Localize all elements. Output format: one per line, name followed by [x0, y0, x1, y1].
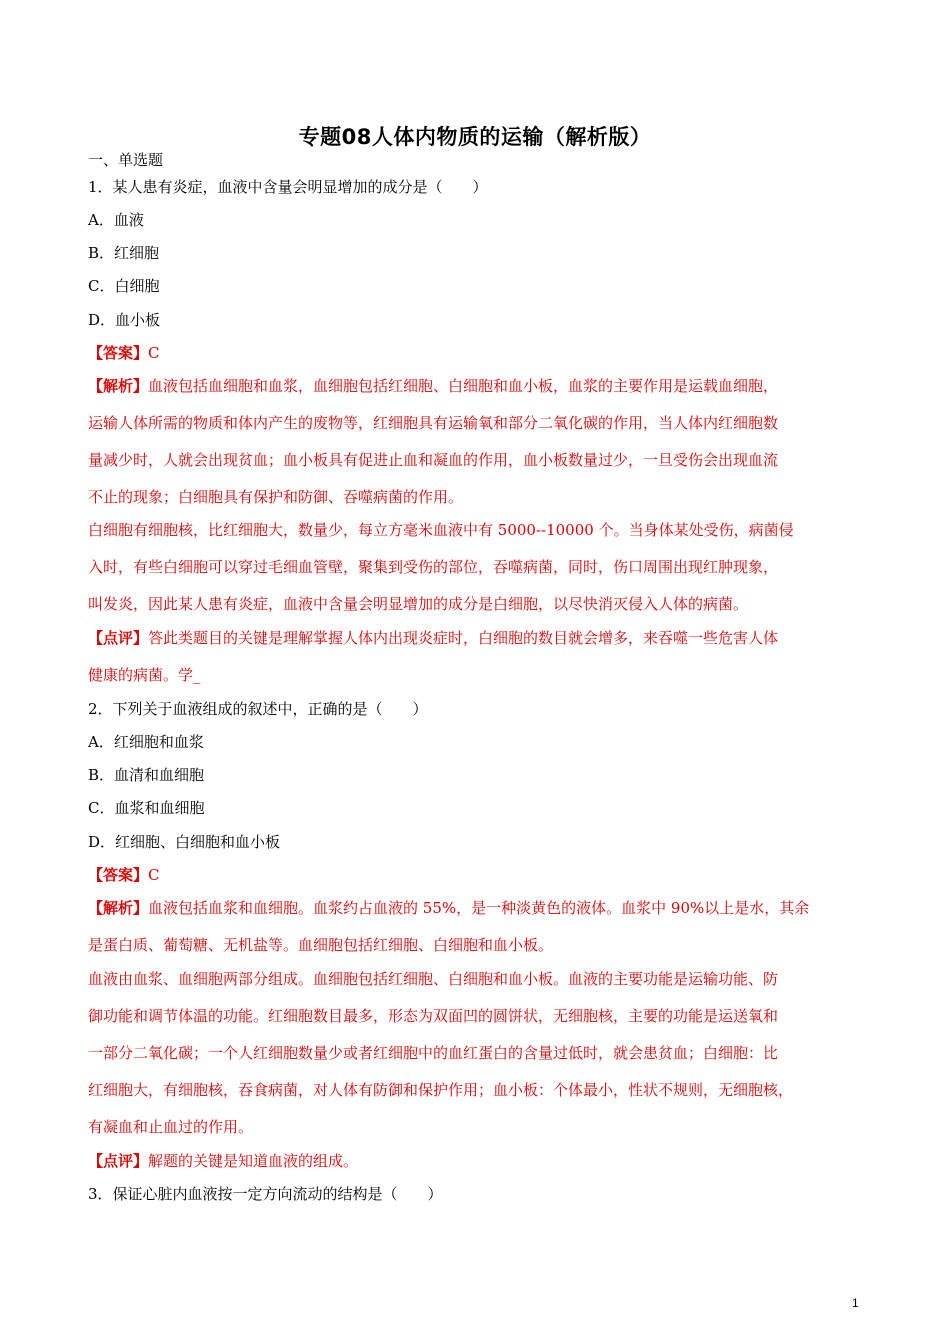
- comment-tag: 【点评】: [88, 629, 149, 647]
- question-1-option-a: A．血液: [88, 211, 144, 229]
- analysis-line: 不止的现象；白细胞具有保护和防御、吞噬病菌的作用。: [88, 488, 464, 506]
- analysis-line: 是蛋白质、葡萄糖、无机盐等。血细胞包括红细胞、白细胞和血小板。: [88, 936, 554, 954]
- analysis-line: 血液由血浆、血细胞两部分组成。血细胞包括红细胞、白细胞和血小板。血液的主要功能是运输功能、防: [88, 970, 779, 988]
- question-1-stem: 1．某人患有炎症，血液中含量会明显增加的成分是（ ）: [88, 178, 488, 196]
- answer-value: C: [148, 344, 160, 362]
- analysis-line: 一部分二氧化碳；一个人红细胞数量少或者红细胞中的血红蛋白的含量过低时，就会患贫血；白细胞：比: [88, 1044, 779, 1062]
- question-1-comment: [88, 628, 778, 648]
- question-2-comment: [88, 1151, 358, 1171]
- analysis-line: 入时，有些白细胞可以穿过毛细血管壁，聚集到受伤的部位，吞噬病菌，同时，伤口周围出现红肿现象，: [88, 558, 779, 576]
- question-2-answer: [88, 865, 160, 885]
- analysis-line: 运输人体所需的物质和体内产生的废物等，红细胞具有运输氧和部分二氧化碳的作用，当人体内红细胞数: [88, 414, 779, 432]
- question-1-option-d: D．血小板: [88, 311, 161, 329]
- analysis-line: 白细胞有细胞核，比红细胞大，数量少，每立方毫米血液中有 5000--10000 个。当身体某处受伤，病菌侵: [88, 521, 794, 539]
- answer-tag: 【答案】: [88, 344, 149, 362]
- analysis-tag: 【解析】: [88, 899, 149, 917]
- question-2-stem: 2．下列关于血液组成的叙述中，正确的是（ ）: [88, 700, 428, 718]
- question-2-analysis: [88, 898, 809, 918]
- question-1-analysis: [88, 376, 778, 396]
- question-2-option-b: B．血清和血细胞: [88, 766, 205, 784]
- analysis-text: 血液包括血浆和血细胞。血浆约占血液的 55%，是一种淡黄色的液体。血浆中 90%以上是水，其余: [148, 899, 810, 917]
- comment-text: 解题的关键是知道血液的组成。: [148, 1152, 359, 1170]
- question-1-answer: [88, 343, 160, 363]
- analysis-line: 御功能和调节体温的功能。红细胞数目最多，形态为双面凹的圆饼状，无细胞核，主要的功能是运送氧和: [88, 1007, 779, 1025]
- comment-text: 答此类题目的关键是理解掌握人体内出现炎症时，白细胞的数目就会增多，来吞噬一些危害人体: [148, 629, 779, 647]
- page-number: 1: [852, 1296, 859, 1310]
- question-1-option-b: B．红细胞: [88, 244, 160, 262]
- question-1-option-c: C．白细胞: [88, 277, 160, 295]
- analysis-line: 叫发炎，因此某人患有炎症，血液中含量会明显增加的成分是白细胞，以尽快消灭侵入人体的病菌。: [88, 595, 749, 613]
- question-2-option-c: C．血浆和血细胞: [88, 799, 205, 817]
- question-2-option-d: D．红细胞、白细胞和血小板: [88, 833, 281, 851]
- answer-tag: 【答案】: [88, 866, 149, 884]
- question-2-option-a: A．红细胞和血浆: [88, 733, 204, 751]
- analysis-line: 有凝血和止血过的作用。: [88, 1118, 254, 1136]
- comment-line: 健康的病菌。学_: [88, 666, 201, 684]
- page-title: 专题08人体内物质的运输（解析版）: [298, 125, 652, 149]
- question-3-stem: 3．保证心脏内血液按一定方向流动的结构是（ ）: [88, 1185, 443, 1203]
- answer-value: C: [148, 866, 160, 884]
- analysis-line: 量减少时，人就会出现贫血；血小板具有促进止血和凝血的作用，血小板数量过少，一旦受伤会出现血流: [88, 451, 779, 469]
- analysis-line: 红细胞大，有细胞核，吞食病菌，对人体有防御和保护作用；血小板：个体最小，性状不规则，无细胞核，: [88, 1081, 794, 1099]
- analysis-tag: 【解析】: [88, 377, 149, 395]
- comment-tag: 【点评】: [88, 1152, 149, 1170]
- analysis-text: 血液包括血细胞和血浆，血细胞包括红细胞、白细胞和血小板，血浆的主要作用是运载血细胞，: [148, 377, 779, 395]
- section-heading: 一、单选题: [88, 151, 164, 169]
